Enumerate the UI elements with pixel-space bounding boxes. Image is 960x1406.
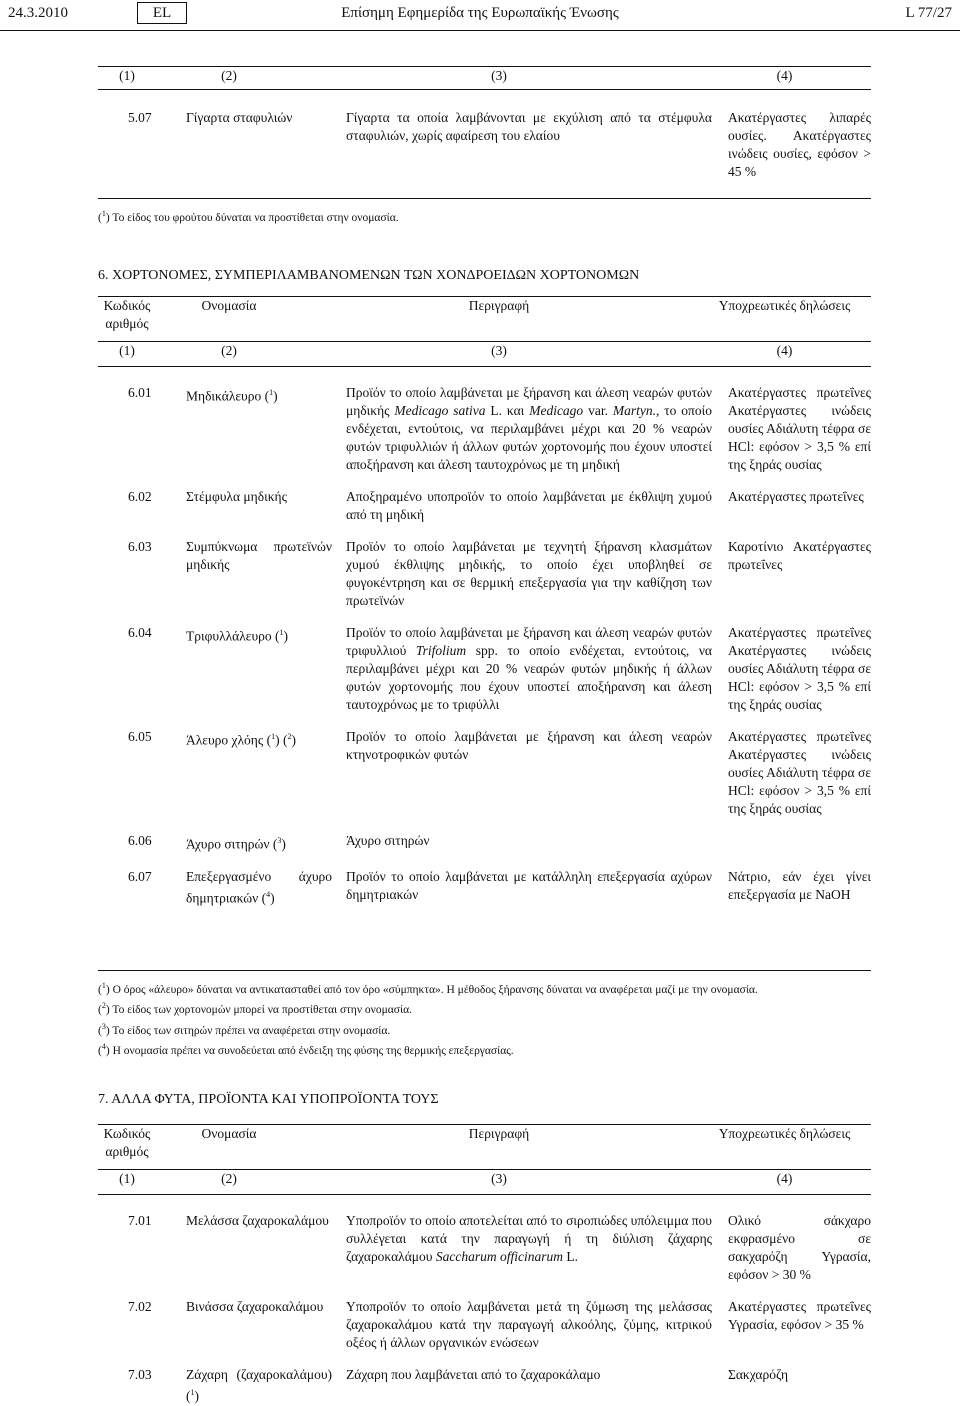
row-declarations: Ακατέργαστες πρωτεΐνες Ακατέργαστες ινώδεις ουσίες Αδιάλυτη τέφρα σε HCl: εφόσον > 3,5 % επί της ξηράς ουσίας bbox=[728, 385, 871, 472]
col-number: (1) bbox=[119, 343, 135, 358]
row-description: Υποπροϊόν το οποίο λαμβάνεται μετά τη ζύμωση της μελάσσας ζαχαροκαλάμου κατά την παραγωγή αλκοόλης, ζύμης, κιτρικού οξέος ή άλλων οργανικών ενώσεων bbox=[346, 1299, 712, 1350]
section6-table bbox=[98, 296, 871, 907]
column-header-row bbox=[98, 296, 871, 342]
row-code: 7.01 bbox=[128, 1213, 152, 1228]
col-number: (1) bbox=[119, 68, 135, 83]
header-language-box: EL bbox=[137, 2, 187, 24]
col-number: (2) bbox=[221, 1171, 237, 1186]
row-code: 7.02 bbox=[128, 1299, 152, 1314]
header-title: Επίσημη Εφημερίδα της Ευρωπαϊκής Ένωσης bbox=[341, 5, 619, 21]
col-number: (3) bbox=[491, 1171, 507, 1186]
row-code: 6.01 bbox=[128, 385, 152, 400]
table-row bbox=[98, 384, 871, 474]
row-description: Προϊόν το οποίο λαμβάνεται με κατάλληλη επεξεργασία αχύρων δημητριακών bbox=[346, 868, 712, 902]
row-declarations: Νάτριο, εάν έχει γίνει επεξεργασία με NaOH bbox=[728, 868, 871, 902]
col-header: Περιγραφή bbox=[468, 1126, 530, 1141]
col-header: Υποχρεωτικές δηλώσεις bbox=[718, 298, 851, 313]
col-header: Κωδικός αριθμός bbox=[103, 1126, 151, 1159]
row-name: Άλευρο χλόης ($^1$) ($^2$) bbox=[186, 732, 296, 748]
page-header bbox=[0, 0, 960, 28]
table-row bbox=[98, 624, 871, 714]
header-rule bbox=[0, 30, 960, 31]
header-date: 24.3.2010 bbox=[8, 5, 68, 21]
col-header: Ονομασία bbox=[201, 1126, 257, 1141]
column-number-row bbox=[98, 342, 871, 367]
table-row bbox=[98, 1212, 871, 1284]
row-code: 6.07 bbox=[128, 868, 152, 884]
section-title: 7. ΑΛΛΑ ΦΥΤΑ, ΠΡΟΪΟΝΤΑ ΚΑΙ ΥΠΟΠΡΟΪΟΝΤΑ ΤΟΥΣ bbox=[98, 1092, 439, 1107]
footnote: ($^1$) Ο όρος «άλευρο» δύναται να αντικατασταθεί από τον όρο «σύμπηκτα». Η μέθοδος ξήρανσης δύναται να αναφέρεται μαζί με την ονομασία. bbox=[98, 981, 758, 996]
row-name: Ζάχαρη (ζαχαροκαλάμου) ($^1$) bbox=[186, 1367, 332, 1404]
row-description: Προϊόν το οποίο λαμβάνεται με ξήρανση και άλεση νεαρών φυτών μηδικής Medicago sativa L. και Medicago var. Martyn., το οποίο ενδέχεται, εντούτοις, να περιλαμβάνει μέχρι και 20 % νεαρών φυτών τριφυλλιών ή άλλων φυτών χορτονομής που έχουν υποστεί αποξήρανση και άλεση ταυτοχρόνως με τη μηδική bbox=[346, 385, 712, 472]
row-declarations: Ακατέργαστες πρωτεΐνες Υγρασία, εφόσον > 35 % bbox=[728, 1299, 871, 1332]
row-name: Βινάσσα ζαχαροκαλάμου bbox=[186, 1299, 324, 1314]
row-code: 6.05 bbox=[128, 729, 152, 744]
row-name: Επεξεργασμένο άχυρο δημητριακών ($^4$) bbox=[186, 868, 332, 905]
header-page-number: L 77/27 bbox=[905, 5, 952, 21]
top-table bbox=[98, 66, 871, 181]
row-name: Μηδικάλευρο ($^1$) bbox=[186, 388, 278, 404]
row-declarations bbox=[728, 832, 871, 854]
row-description: Ζάχαρη που λαμβάνεται από το ζαχαροκάλαμο bbox=[346, 1367, 601, 1382]
col-number: (4) bbox=[776, 1171, 793, 1186]
footnote: ($^4$) Η ονομασία πρέπει να συνοδεύεται από ένδειξη της φύσης της θερμικής επεξεργασίας. bbox=[98, 1041, 514, 1057]
column-number-row bbox=[98, 66, 871, 90]
row-declarations: Σακχαρόζη bbox=[728, 1367, 789, 1382]
row-description: Προϊόν το οποίο λαμβάνεται με ξήρανση και άλεση νεαρών φυτών τριφυλλιού Trifolium spp. το οποίο ενδέχεται, εντούτοις, να περιλαμβάνει μέχρι και 20 % νεαρών φυτών μηδικής ή άλλων φυτών χορτονομής που έχουν υποστεί αποξήρανση και άλεση ταυτοχρόνως με το τριφύλλι bbox=[346, 625, 712, 712]
col-header: Ονομασία bbox=[201, 298, 257, 313]
table-row bbox=[98, 832, 871, 854]
col-number: (3) bbox=[491, 68, 507, 83]
row-declarations: Ακατέργαστες πρωτεΐνες Ακατέργαστες ινώδεις ουσίες Αδιάλυτη τέφρα σε HCl: εφόσον > 3,5 % επί της ξηράς ουσίας bbox=[728, 625, 871, 712]
row-code: 6.06 bbox=[128, 833, 152, 848]
row-description: Προϊόν το οποίο λαμβάνεται με τεχνητή ξήρανση κλασμάτων χυμού έκθλιψης μηδικής, το οποίο έχει υποβληθεί σε φυγοκέντρηση και σε θερμική επεξεργασία για την καθίζηση των πρωτεϊνών bbox=[346, 539, 712, 608]
row-code: 7.03 bbox=[128, 1367, 152, 1382]
row-declarations: Ακατέργαστες πρωτεΐνες bbox=[728, 489, 864, 504]
row-declarations: Ακατέργαστες λιπαρές ουσίες. Ακατέργαστες ινώδεις ουσίες, εφόσον > 45 % bbox=[728, 110, 871, 179]
footnotes bbox=[98, 978, 878, 1059]
col-number: (2) bbox=[221, 68, 237, 83]
section-title: 6. ΧΟΡΤΟΝΟΜΕΣ, ΣΥΜΠΕΡΙΛΑΜΒΑΝΟΜΕΝΩΝ ΤΩΝ ΧΟΝΔΡΟΕΙΔΩΝ ΧΟΡΤΟΝΟΜΩΝ bbox=[98, 268, 640, 283]
table-row bbox=[98, 728, 871, 818]
row-name: Τριφυλλάλευρο ($^1$) bbox=[186, 628, 289, 644]
row-name: Στέμφυλα μηδικής bbox=[186, 489, 287, 504]
table-row bbox=[98, 538, 871, 610]
row-code: 5.07 bbox=[128, 110, 152, 125]
row-declarations: Καροτίνιο Ακατέργαστες πρωτεΐνες bbox=[728, 539, 871, 572]
col-number: (4) bbox=[776, 343, 793, 358]
footnote: ($^3$) Το είδος των σιτηρών πρέπει να αναφέρεται στην ονομασία. bbox=[98, 1021, 391, 1037]
row-description: Άχυρο σιτηρών bbox=[346, 833, 430, 848]
row-name: Συμπύκνωμα πρωτεϊνών μηδικής bbox=[186, 539, 332, 572]
row-declarations: Ακατέργαστες πρωτεΐνες Ακατέργαστες ινώδεις ουσίες Αδιάλυτη τέφρα σε HCl: εφόσον > 3,5 % επί της ξηράς ουσίας bbox=[728, 729, 871, 816]
col-header: Περιγραφή bbox=[468, 298, 530, 313]
table-rule bbox=[98, 970, 871, 971]
footnote: ($^2$) Το είδος των χορτονομών μπορεί να προστίθεται στην ονομασία. bbox=[98, 1001, 412, 1017]
row-code: 6.03 bbox=[128, 539, 152, 554]
row-name: Μελάσσα ζαχαροκαλάμου bbox=[186, 1213, 329, 1228]
row-declarations: Ολικό σάκχαρο εκφρασμένο σε σακχαρόζη Υγρασία, εφόσον > 30 % bbox=[728, 1213, 871, 1282]
table-row bbox=[98, 868, 871, 908]
col-number: (2) bbox=[221, 343, 237, 358]
footnote: ($^1$) Το είδος του φρούτου δύναται να προστίθεται στην ονομασία. bbox=[98, 209, 399, 224]
column-number-row bbox=[98, 1170, 871, 1195]
table-row bbox=[98, 488, 871, 524]
row-description: Υποπροϊόν το οποίο αποτελείται από το σιροπιώδες υπόλειμμα που συλλέγεται κατά την παραγωγή ή τη διύλιση ζάχαρης ζαχαροκαλάμου Saccharum officinarum L. bbox=[346, 1213, 712, 1264]
row-description: Αποξηραμένο υποπροϊόν το οποίο λαμβάνεται με έκθλιψη χυμού από τη μηδική bbox=[346, 489, 712, 522]
col-number: (1) bbox=[119, 1171, 135, 1186]
row-name: Άχυρο σιτηρών ($^3$) bbox=[186, 836, 286, 852]
row-description: Γίγαρτα τα οποία λαμβάνονται με εκχύλιση από τα στέμφυλα σταφυλιών, χωρίς αφαίρεση του ελαίου bbox=[346, 110, 712, 143]
row-code: 6.04 bbox=[128, 625, 152, 640]
section7-table bbox=[98, 1124, 871, 1406]
table-row bbox=[98, 109, 871, 181]
table-row bbox=[98, 1298, 871, 1352]
col-header: Υποχρεωτικές δηλώσεις bbox=[718, 1126, 851, 1141]
row-name: Γίγαρτα σταφυλιών bbox=[186, 110, 293, 125]
row-code: 6.02 bbox=[128, 489, 152, 504]
column-header-row bbox=[98, 1124, 871, 1170]
row-description: Προϊόν το οποίο λαμβάνεται με ξήρανση και άλεση νεαρών κτηνοτροφικών φυτών bbox=[346, 729, 712, 762]
col-header: Κωδικός αριθμός bbox=[103, 298, 151, 331]
table-rule bbox=[98, 198, 871, 199]
col-number: (3) bbox=[491, 343, 507, 358]
col-number: (4) bbox=[776, 68, 793, 83]
